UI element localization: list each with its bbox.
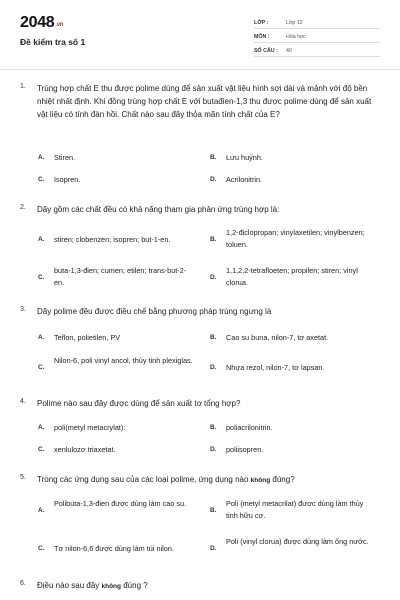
option-text: 1,1,2,2-tetrafloeten; propilen; stiren; vinyl clorua. — [226, 266, 358, 287]
option-key: D. — [210, 364, 217, 371]
option-text: Polibuta-1,3-đien được dùng làm cao su. — [54, 499, 187, 508]
meta-value: Hóa học — [286, 34, 306, 40]
question-text — [37, 473, 379, 487]
question-6 — [20, 579, 380, 595]
question-text-emphasis: không — [101, 583, 121, 590]
exam-title: Đề kiểm tra số 1 — [20, 37, 86, 47]
option-text: stiren; clobenzen; isopren; but-1-en. — [54, 235, 171, 244]
question-text-after: đúng? — [270, 475, 295, 484]
question-text-after: đúng ? — [121, 581, 148, 590]
meta-value: Lớp 12 — [286, 20, 303, 26]
option-key: D. — [210, 545, 217, 552]
question-5 — [20, 473, 380, 568]
header-divider — [0, 69, 400, 70]
option-text: Tơ nilon-6,6 được dùng làm túi nilon. — [54, 544, 174, 553]
meta-key: LỚP : — [254, 20, 269, 26]
meta-key: MÔN : — [254, 34, 270, 40]
option-key: B. — [210, 424, 217, 431]
option-key: D. — [210, 274, 217, 281]
logo-text: 2048 — [20, 14, 55, 31]
exam-meta — [254, 16, 380, 58]
meta-row-subject — [254, 30, 380, 43]
option-text: Nhựa rezol, nilon-7, tơ lapsan. — [226, 363, 325, 372]
question-text — [37, 579, 379, 593]
question-text: Polime nào sau đây được dùng để sản xuất tơ tổng hợp? — [37, 399, 241, 408]
option-text: Lưu huỳnh. — [226, 153, 263, 162]
option-key: D. — [210, 446, 217, 453]
question-number: 4. — [20, 398, 26, 405]
meta-value: 40 — [286, 48, 292, 54]
exam-header — [20, 12, 380, 67]
option-key: A. — [38, 236, 45, 243]
option-text: Isopren. — [54, 175, 81, 184]
question-number: 3. — [20, 306, 26, 313]
option-text: Acrilonitrin. — [226, 175, 263, 184]
option-key: D. — [210, 176, 217, 183]
question-text: Trùng hợp chất E thu được polime dùng để sản xuất vật liệu hình sợi dài và mảnh với độ bền nhiệt nhất định. Khi đồng trùng hợp chất E với butađien-1,3 thu được polime dùng để sản xuất vật liệu có tính đàn hồi. Chất nào sau đây thỏa mãn tính chất của E? — [37, 84, 372, 119]
option-key: B. — [210, 334, 217, 341]
option-text: Stiren. — [54, 153, 76, 162]
option-text: Poli (vinyl clorua) được dùng làm ống nước. — [226, 537, 369, 546]
option-text: xenlulozơ triaxetat. — [54, 445, 116, 454]
meta-row-class — [254, 16, 380, 29]
option-key: C. — [38, 446, 45, 453]
option-text: 1,2-điclopropan; vinylaxetilen; vinylbenzen; toluen. — [226, 228, 365, 249]
question-2 — [20, 203, 380, 293]
option-key: A. — [38, 424, 45, 431]
option-key: B. — [210, 507, 217, 514]
question-text-before: Điều nào sau đây — [37, 581, 102, 590]
option-text: poli(metyl metacrylat). — [54, 423, 126, 432]
option-key: B. — [210, 154, 217, 161]
question-number: 1. — [20, 83, 26, 90]
option-text: Nilon-6, poli vinyl ancol, thủy tinh plexiglas. — [54, 356, 193, 365]
option-text: poliisopren. — [226, 445, 264, 454]
option-key: C. — [38, 364, 45, 371]
question-number: 2. — [20, 204, 26, 211]
question-1 — [20, 82, 380, 202]
question-text-emphasis: không — [250, 477, 271, 484]
meta-key: SỐ CÂU : — [254, 48, 278, 54]
question-number: 5. — [20, 474, 26, 481]
question-4 — [20, 397, 380, 463]
option-key: C. — [38, 545, 45, 552]
question-3 — [20, 305, 380, 385]
option-text: Poli (metyl metacrilat) được dùng làm thủy tinh hữu cơ. — [226, 499, 364, 520]
option-key: C. — [38, 176, 45, 183]
option-text: Cao su buna, nilon-7, tơ axetat. — [226, 333, 329, 342]
question-text-before: Trong các ứng dụng sau của các loại polime, ứng dụng nào — [37, 475, 251, 484]
question-number: 6. — [20, 580, 26, 587]
option-text: poliacrilonitrin. — [226, 423, 273, 432]
option-key: C. — [38, 274, 45, 281]
option-text: buta-1,3-đien; cumen; etilen; trans-but-2-en. — [54, 266, 187, 287]
option-text: Teflon, polietilen, PV — [54, 333, 121, 342]
option-key: A. — [38, 334, 45, 341]
logo-domain: .vn — [55, 22, 64, 28]
option-key: B. — [210, 236, 217, 243]
site-logo[interactable] — [20, 14, 63, 32]
question-text: Dãy polime đều được điều chế bằng phương pháp trùng ngưng là — [37, 307, 272, 316]
option-key: A. — [38, 507, 45, 514]
question-text: Dãy gồm các chất đều có khả năng tham gia phản ứng trùng hợp là: — [37, 205, 280, 214]
meta-row-count — [254, 44, 380, 57]
option-key: A. — [38, 154, 45, 161]
